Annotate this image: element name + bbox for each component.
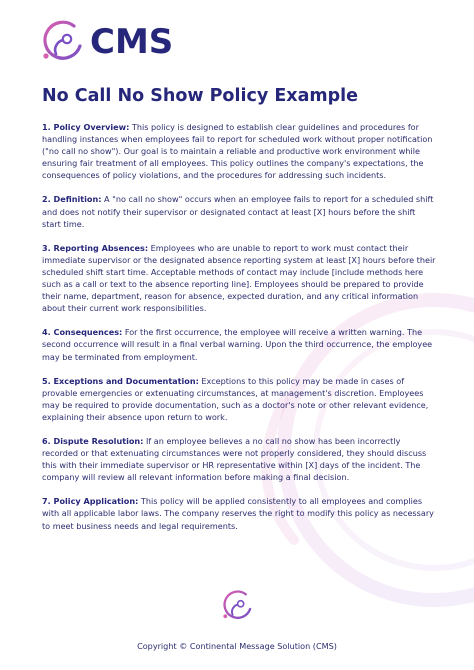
section-text: This policy will be applied consistently to all employees and complies with all applicable labor laws. The company reserves the right to modify this policy as necessary to meet business needs and legal requirements. (42, 496, 434, 531)
section-policy-application (42, 495, 436, 531)
section-policy-overview (42, 121, 436, 181)
section-label: 7. Policy Application: (42, 496, 139, 507)
section-label: 6. Dispute Resolution: (42, 435, 144, 446)
section-label: 4. Consequences: (42, 327, 123, 338)
section-exceptions-documentation (42, 375, 436, 423)
section-label: 2. Definition: (42, 194, 102, 205)
section-definition (42, 193, 436, 229)
section-label: 3. Reporting Absences: (42, 242, 149, 253)
section-dispute-resolution (42, 435, 436, 483)
section-text: This policy is designed to establish clear guidelines and procedures for handling instances when employees fail to report for scheduled work without proper notification ("no call no show"). Our goal is to maintain a reliable and productive work environment while ensuring fair treatment of all employees. This policy outlines the company's expectations, the consequences of policy violations, and the procedures for addressing such incidents. (42, 122, 433, 181)
footer-logo-icon (218, 587, 256, 625)
page-title: No Call No Show Policy Example (42, 86, 359, 106)
section-text: A "no call no show" occurs when an employee fails to report for a scheduled shift and does not notify their supervisor or designated contact at least [X] hours before the shift start time. (42, 194, 434, 229)
policy-content (42, 121, 436, 544)
section-label: 5. Exceptions and Documentation: (42, 375, 199, 386)
section-label: 1. Policy Overview: (42, 122, 130, 132)
section-text: Employees who are unable to report to work must contact their immediate supervisor or the designated absence reporting system at least [X] hours before their scheduled shift start time. Acceptable methods of contact may include [include methods here such as a call or text to the absence reporting line]. Employees should be prepared to provide their name, department, reason for absence, expected duration, and any critical information about their current work responsibilities. (42, 242, 436, 314)
copyright-text: Copyright © Continental Message Solution (CMS) (137, 641, 337, 651)
section-reporting-absences (42, 242, 436, 315)
brand-name: CMS (90, 22, 174, 62)
section-text: If an employee believes a no call no show has been incorrectly recorded or that extenuating circumstances were not properly considered, they should discuss this with their immediate supervisor or HR representative within [X] days of the incident. The company will review all relevant information before making a final decision. (42, 435, 427, 483)
brand-logo (36, 14, 173, 70)
section-text: For the first occurrence, the employee will receive a written warning. The second occurrence will result in a final verbal warning. Upon the third occurrence, the employee may be terminated from employment. (42, 327, 433, 362)
cms-logo-icon (36, 16, 88, 68)
section-consequences (42, 326, 436, 362)
section-text: Exceptions to this policy may be made in cases of provable emergencies or extenuating circumstances, at management's discretion. Employees may be required to provide documentation, such as a doctor's note or other relevant evidence, explaining their absence upon return to work. (42, 375, 429, 422)
